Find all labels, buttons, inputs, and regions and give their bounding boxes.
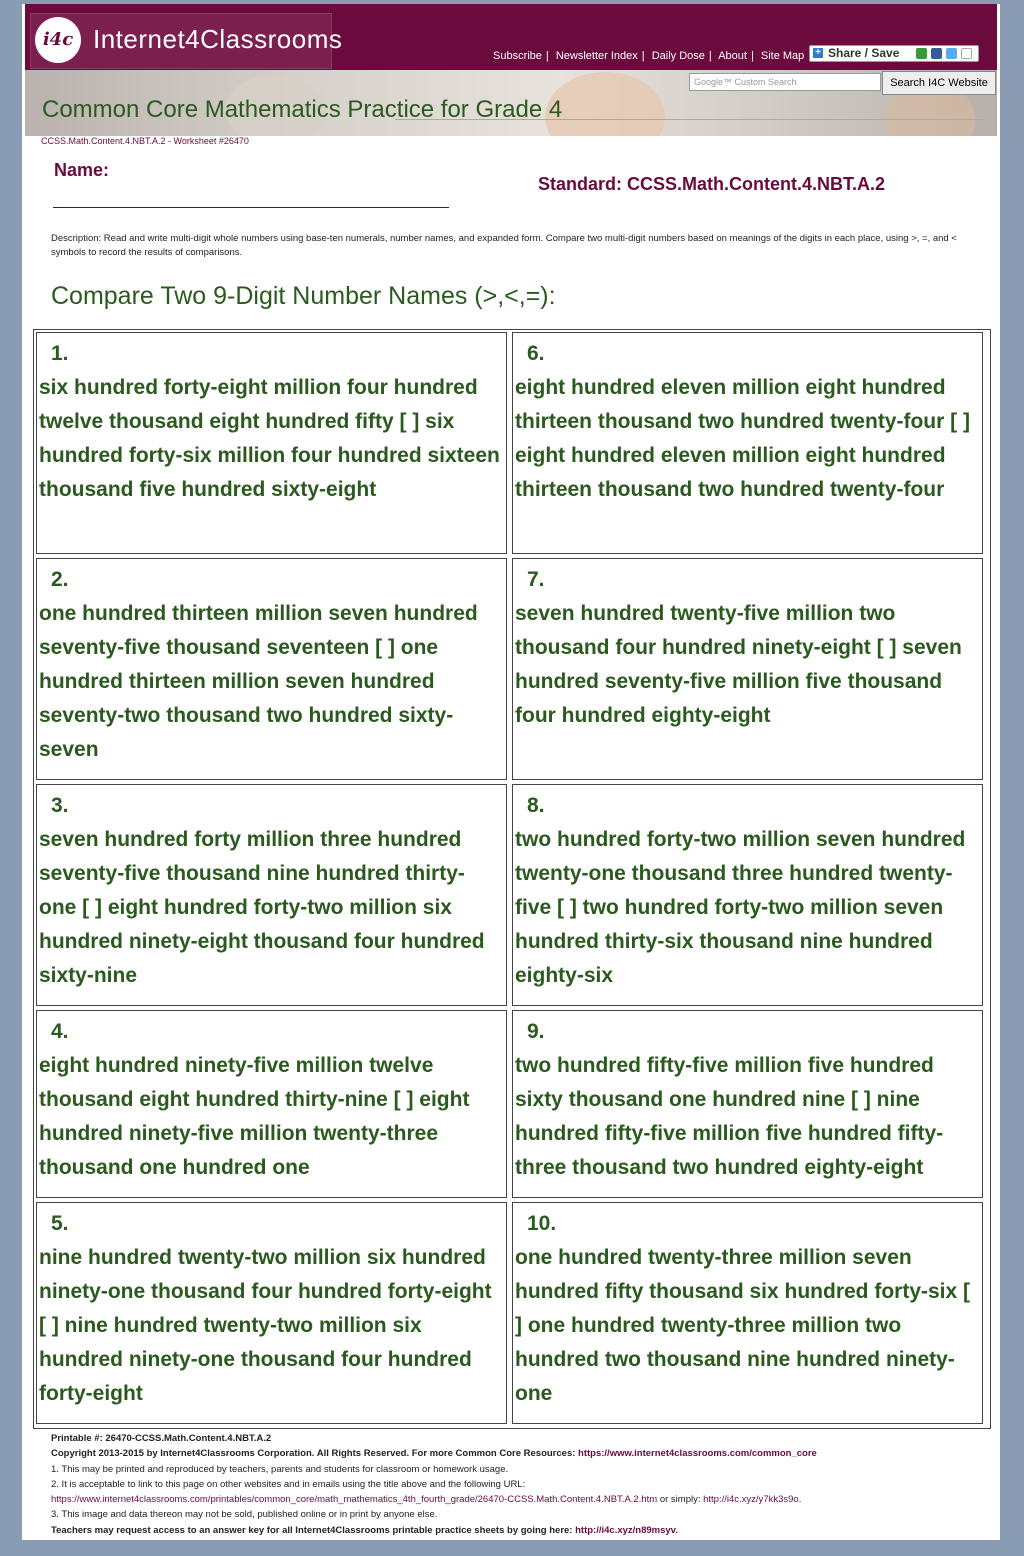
name-line bbox=[53, 207, 449, 208]
nav-newsletter-index[interactable]: Newsletter Index bbox=[555, 50, 638, 62]
problem-cell-9 bbox=[512, 1010, 983, 1198]
breadcrumb: CCSS.Math.Content.4.NBT.A.2 - Worksheet #26470 bbox=[41, 136, 249, 146]
problem-text: nine hundred twenty-two million six hundred ninety-one thousand four hundred forty-eight [ ] nine hundred twenty-two million six hundred ninety-one thousand four hundred forty-eight bbox=[39, 1246, 492, 1405]
problem-cell-4 bbox=[36, 1010, 507, 1198]
problem-number: 5. bbox=[51, 1212, 69, 1235]
worksheet-url-link[interactable]: https://www.internet4classrooms.com/printables/common_core/math_mathematics_4th_fourth_grade/26470-CCSS.Math.Content.4.NBT.A.2.htm bbox=[51, 1494, 658, 1506]
problem-cell-3 bbox=[36, 784, 507, 1006]
problem-cell-7 bbox=[512, 558, 983, 780]
problem-number: 3. bbox=[51, 794, 69, 817]
problem-text: two hundred fifty-five million five hundred sixty thousand one hundred nine [ ] nine hundred fifty-five million five hundred fifty-three thousand two hundred eighty-eight bbox=[515, 1054, 944, 1179]
problem-number: 8. bbox=[527, 794, 545, 817]
problem-number: 10. bbox=[527, 1212, 557, 1235]
problem-text: six hundred forty-eight million four hundred twelve thousand eight hundred fifty [ ] six hundred forty-six million four hundred sixteen thousand five hundred sixty-eight bbox=[39, 376, 500, 501]
more-icon bbox=[961, 48, 972, 59]
nav-about[interactable]: About bbox=[718, 50, 747, 62]
problem-number: 4. bbox=[51, 1020, 69, 1043]
search-button[interactable]: Search I4C Website bbox=[882, 71, 996, 95]
top-nav: Subscribe | Newsletter Index | Daily Dose | About | Site Map bbox=[493, 50, 805, 62]
problem-number: 1. bbox=[51, 342, 69, 365]
usage-note-3: 3. This image and data thereon may not be sold, published online or in print by anyone else. bbox=[51, 1509, 438, 1521]
problem-number: 9. bbox=[527, 1020, 545, 1043]
problem-text: eight hundred ninety-five million twelve thousand eight hundred thirty-nine [ ] eight hundred ninety-five million twenty-three thousand one hundred one bbox=[39, 1054, 470, 1179]
facebook-icon bbox=[931, 48, 942, 59]
problem-cell-1 bbox=[36, 332, 507, 554]
share-save-button[interactable] bbox=[809, 45, 979, 62]
common-core-link[interactable]: https://www.internet4classrooms.com/common_core bbox=[578, 1448, 817, 1460]
printable-number: Printable #: 26470-CCSS.Math.Content.4.NBT.A.2 bbox=[51, 1433, 272, 1444]
problem-cell-10 bbox=[512, 1202, 983, 1424]
description: Description: Read and write multi-digit whole numbers using base-ten numerals, number names, and expanded form. Compare two multi-digit numbers based on meanings of the digits in each place, using >, =, and < symbols to record the results of comparisons. bbox=[51, 233, 957, 258]
problems-table bbox=[33, 329, 991, 1429]
site-logo[interactable] bbox=[30, 13, 343, 69]
search-input[interactable]: Google™ Custom Search bbox=[689, 73, 881, 91]
copyright-line bbox=[51, 1446, 991, 1461]
answer-key-text: Teachers may request access to an answer key for all Internet4Classrooms printable practice sheets by going here: bbox=[51, 1524, 573, 1536]
short-url-link[interactable]: http://i4c.xyz/y7kk3s9o. bbox=[703, 1494, 802, 1506]
nav-subscribe[interactable]: Subscribe bbox=[493, 50, 542, 62]
problem-text: two hundred forty-two million seven hundred twenty-one thousand three hundred twenty-five [ ] two hundred forty-two million seven hundred thirty-six thousand nine hundred eighty-six bbox=[515, 828, 966, 987]
logo-text: Internet4Classrooms bbox=[93, 24, 343, 54]
or-text: or simply: bbox=[659, 1494, 701, 1506]
worksheet-title: Compare Two 9-Digit Number Names (>,<,=): bbox=[51, 282, 556, 310]
footer bbox=[51, 1431, 991, 1538]
page-title: Common Core Mathematics Practice for Grade 4 bbox=[42, 96, 563, 123]
problem-cell-2 bbox=[36, 558, 507, 780]
standard-label: Standard: CCSS.Math.Content.4.NBT.A.2 bbox=[538, 174, 886, 194]
site-header bbox=[25, 4, 997, 70]
nav-daily-dose[interactable]: Daily Dose bbox=[651, 50, 705, 62]
problem-text: one hundred thirteen million seven hundred seventy-five thousand seventeen [ ] one hundred thirteen million seven hundred seventy-two thousand two hundred sixty-seven bbox=[39, 602, 478, 761]
problem-text: seven hundred forty million three hundred seventy-five thousand nine hundred thirty-one [ ] eight hundred forty-two million six hundred ninety-eight thousand four hundred sixty-nine bbox=[39, 828, 485, 987]
share-green-icon bbox=[916, 48, 927, 59]
share-label: Share / Save bbox=[828, 46, 900, 60]
problem-text: seven hundred twenty-five million two thousand four hundred ninety-eight [ ] seven hundred seventy-five million five thousand four hundred eighty-eight bbox=[515, 602, 962, 727]
problem-number: 2. bbox=[51, 568, 69, 591]
answer-key-line bbox=[51, 1523, 991, 1538]
problem-text: eight hundred eleven million eight hundred thirteen thousand two hundred twenty-four [ ] eight hundred eleven million eight hundred thirteen thousand two hundred twenty-four bbox=[515, 376, 970, 501]
page bbox=[22, 4, 1000, 1540]
problem-number: 6. bbox=[527, 342, 545, 365]
twitter-icon bbox=[946, 48, 957, 59]
plus-icon: + bbox=[813, 48, 823, 58]
answer-key-link[interactable]: http://i4c.xyz/n89msyv. bbox=[575, 1524, 678, 1536]
header-banner bbox=[25, 70, 997, 136]
problem-cell-6 bbox=[512, 332, 983, 554]
problem-cell-8 bbox=[512, 784, 983, 1006]
problem-text: one hundred twenty-three million seven hundred fifty thousand six hundred forty-six [ ] one hundred twenty-three million two hundred two thousand nine hundred ninety-one bbox=[515, 1246, 971, 1405]
problem-cell-5 bbox=[36, 1202, 507, 1424]
usage-note-1: 1. This may be printed and reproduced by teachers, parents and students for classroom or homework usage. bbox=[51, 1463, 509, 1475]
usage-note-2-urls bbox=[51, 1492, 991, 1507]
problem-number: 7. bbox=[527, 568, 545, 591]
nav-site-map[interactable]: Site Map bbox=[760, 50, 805, 62]
name-label: Name: bbox=[54, 160, 110, 180]
copyright-text: Copyright 2013-2015 by Internet4Classrooms Corporation. All Rights Reserved. For more Common Core Resources: bbox=[51, 1448, 576, 1460]
logo-badge-icon: i4c bbox=[35, 17, 81, 63]
usage-note-2: 2. It is acceptable to link to this page on other websites and in emails using the title above and the following URL: bbox=[51, 1478, 526, 1490]
title-underline bbox=[395, 119, 985, 120]
